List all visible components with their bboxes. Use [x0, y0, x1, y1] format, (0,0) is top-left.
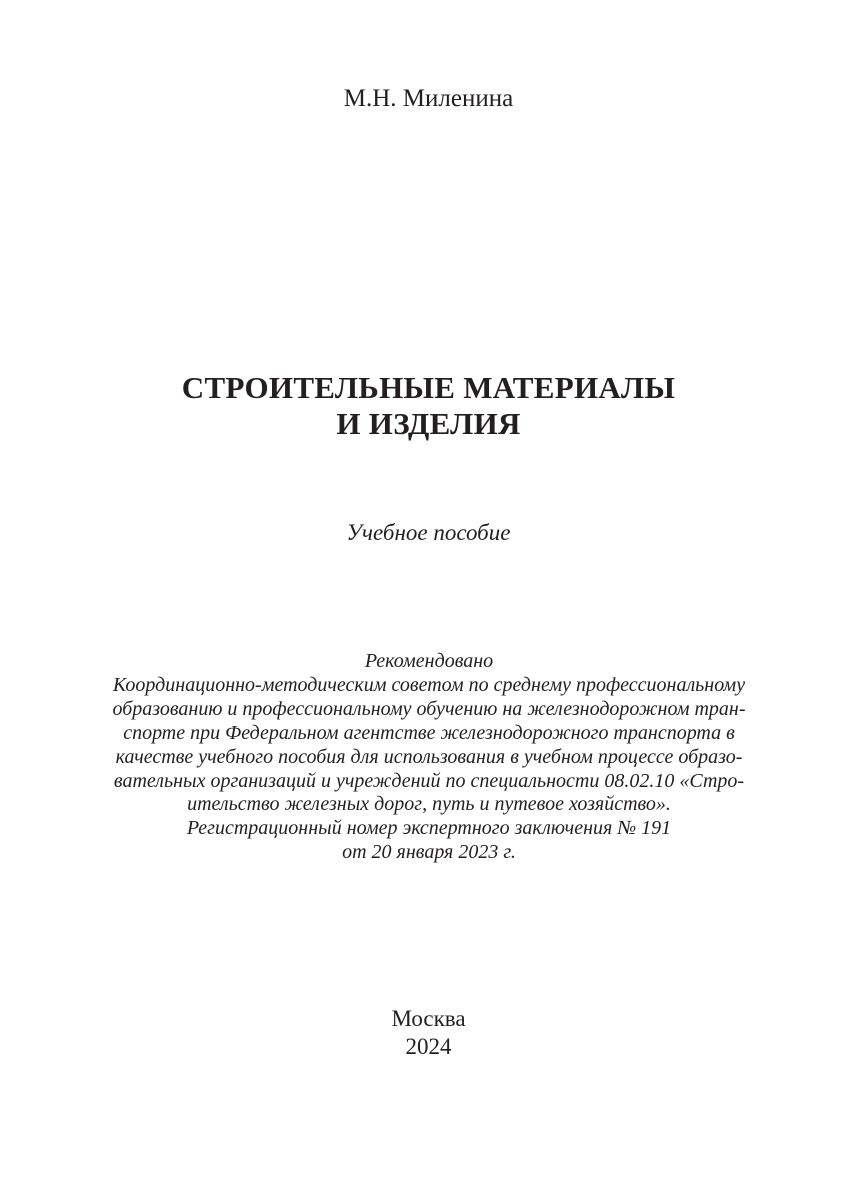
- book-title: [0, 370, 857, 442]
- author-name: М.Н. Миленина: [343, 85, 514, 112]
- approval-line-5: вательных организаций и учреждений по специальности 08.02.10 «Стро-: [113, 769, 745, 792]
- approval-line-3: спорте при Федеральном агентстве железнодорожного транспорта в: [123, 721, 735, 744]
- publication-city: Москва: [391, 1006, 466, 1031]
- registration-date: от 20 января 2023 г.: [342, 841, 516, 864]
- publication-year: 2024: [405, 1034, 452, 1059]
- book-title-line-2: И ИЗДЕЛИЯ: [336, 406, 521, 441]
- approval-heading: Рекомендовано: [364, 650, 494, 672]
- approval-line-1: Координационно-методическим советом по среднему профессиональному: [112, 673, 746, 696]
- registration-number: Регистрационный номер экспертного заключения № 191: [186, 817, 672, 840]
- approval-line-2: образованию и профессиональному обучению на железнодорожном тран-: [112, 697, 746, 720]
- book-subtitle: Учебное пособие: [346, 520, 511, 545]
- approval-statement: [86, 650, 772, 865]
- approval-line-4: качестве учебного пособия для использования в учебном процессе образо-: [115, 745, 743, 768]
- approval-line-6: ительство железных дорог, путь и путевое хозяйство».: [187, 793, 671, 816]
- book-title-line-1: СТРОИТЕЛЬНЫЕ МАТЕРИАЛЫ: [181, 370, 676, 405]
- approval-body: [86, 674, 772, 817]
